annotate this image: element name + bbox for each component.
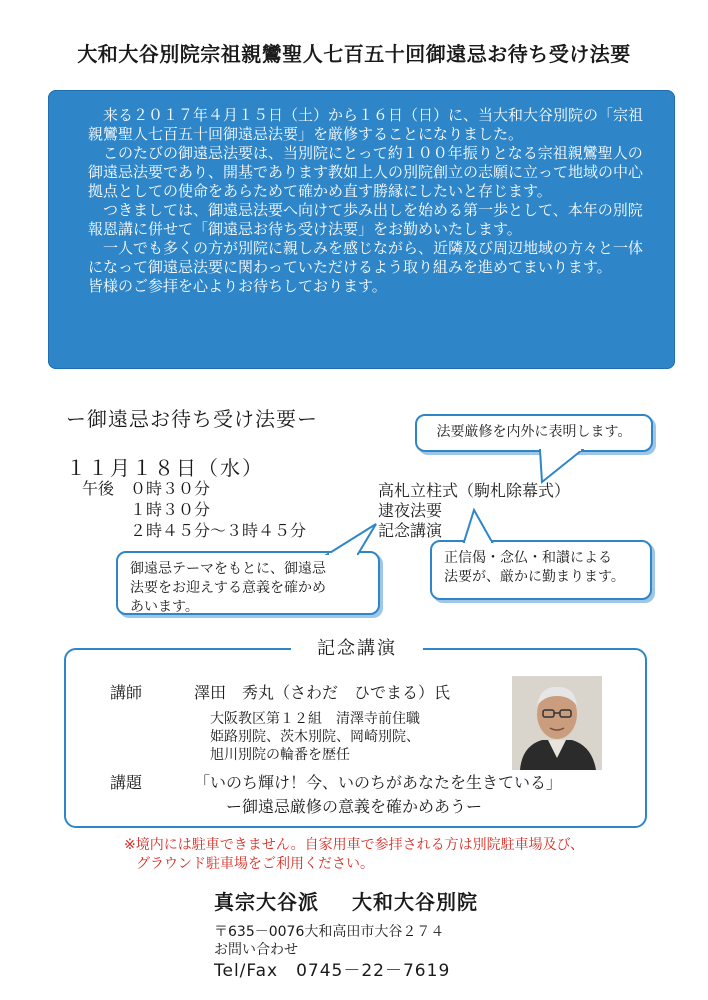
intro-paragraph: このたびの御遠忌法要は、当別院にとって約１００年振りとなる宗祖親鸞聖人の御遠忌法要であり、開基であります教如上人の別院創立の志願に立って地域の中心拠点としての使命をあらためて確かめ直す勝縁にしたいと存じます。 <box>88 144 644 200</box>
address: 〒635－0076大和高田市大谷２７４ <box>214 924 445 940</box>
callout-text: 法要厳修を内外に表明します。 <box>436 424 632 440</box>
lecturer-profile <box>210 710 420 764</box>
callout-text: 正信偈・念仏・和讃による 法要が、厳かに勤まります。 <box>444 550 625 585</box>
schedule-time: ２時４５分〜３時４５分 <box>130 521 307 540</box>
callout-bubble-left <box>116 551 380 615</box>
lecturer-label: 講師 <box>110 683 143 702</box>
schedule-event: 記念講演 <box>378 521 443 540</box>
parking-notice: グラウンド駐車場をご利用ください。 <box>136 856 374 872</box>
callout-bubble-right <box>430 540 652 600</box>
lecturer-name: 澤田 秀丸（さわだ ひでまる）氏 <box>194 683 451 702</box>
page-title: 大和大谷別院宗祖親鸞聖人七百五十回御遠忌お待ち受け法要 <box>77 42 631 66</box>
callout-tail <box>460 508 494 544</box>
sect-name: 真宗大谷派 <box>214 890 319 914</box>
lecture-heading: 記念講演 <box>291 634 423 660</box>
intro-paragraph: 一人でも多くの方が別院に親しみを感じながら、近隣及び周辺地域の方々と一体になって御遠忌法要に関わっていただけるよう取り組みを進めてまいります。 <box>88 239 644 276</box>
callout-tail <box>538 448 584 484</box>
schedule-time: １時３０分 <box>130 500 211 519</box>
topic-label: 講題 <box>110 773 143 792</box>
lecturer-photo <box>512 676 602 770</box>
intro-panel <box>48 90 675 369</box>
parking-notice: ※境内には駐車できません。自家用車で参拝される方は別院駐車場及び、 <box>124 837 585 853</box>
phone-number: Tel/Fax 0745－22－7619 <box>214 961 451 981</box>
organization-name: 大和大谷別院 <box>352 890 478 914</box>
callout-bubble-top <box>415 414 653 452</box>
callout-tail <box>318 522 378 556</box>
schedule-heading: ー御遠忌お待ち受け法要ー <box>66 407 318 431</box>
callout-text: 御遠忌テーマをもとに、御遠忌 法要をお迎えする意義を確かめ あいます。 <box>130 561 326 615</box>
schedule-time: ０時３０分 <box>130 479 211 498</box>
lecture-subtopic: ー御遠忌厳修の意義を確かめあうー <box>226 797 483 816</box>
intro-paragraph: 皆様のご参拝を心よりお待ちしております。 <box>88 277 387 295</box>
schedule-event: 逮夜法要 <box>378 501 443 520</box>
lecture-topic: 「いのち輝け！今、いのちがあなたを生きている」 <box>194 773 563 792</box>
profile-line: 大阪教区第１２組 清澤寺前住職 <box>210 711 420 727</box>
intro-paragraph: つきましては、御遠忌法要へ向けて歩み出しを始める第一歩として、本年の別院報恩講に併せて「御遠忌お待ち受け法要」をお勤めいたします。 <box>88 201 643 238</box>
profile-line: 旭川別院の輪番を歴任 <box>210 747 350 763</box>
profile-line: 姫路別院、茨木別院、岡崎別院、 <box>210 729 420 745</box>
intro-paragraph: 来る２０１７年４月１５日（土）から１６日（日）に、当大和大谷別院の「宗祖親鸞聖人七百五十回御遠忌法要」を厳修することになりました。 <box>88 106 644 143</box>
schedule-date: １１月１８日（水） <box>66 456 264 480</box>
schedule-period: 午後 <box>82 479 115 498</box>
inquiry-label: お問い合わせ <box>214 942 298 958</box>
schedule-event: 高札立柱式（駒札除幕式） <box>378 481 571 500</box>
